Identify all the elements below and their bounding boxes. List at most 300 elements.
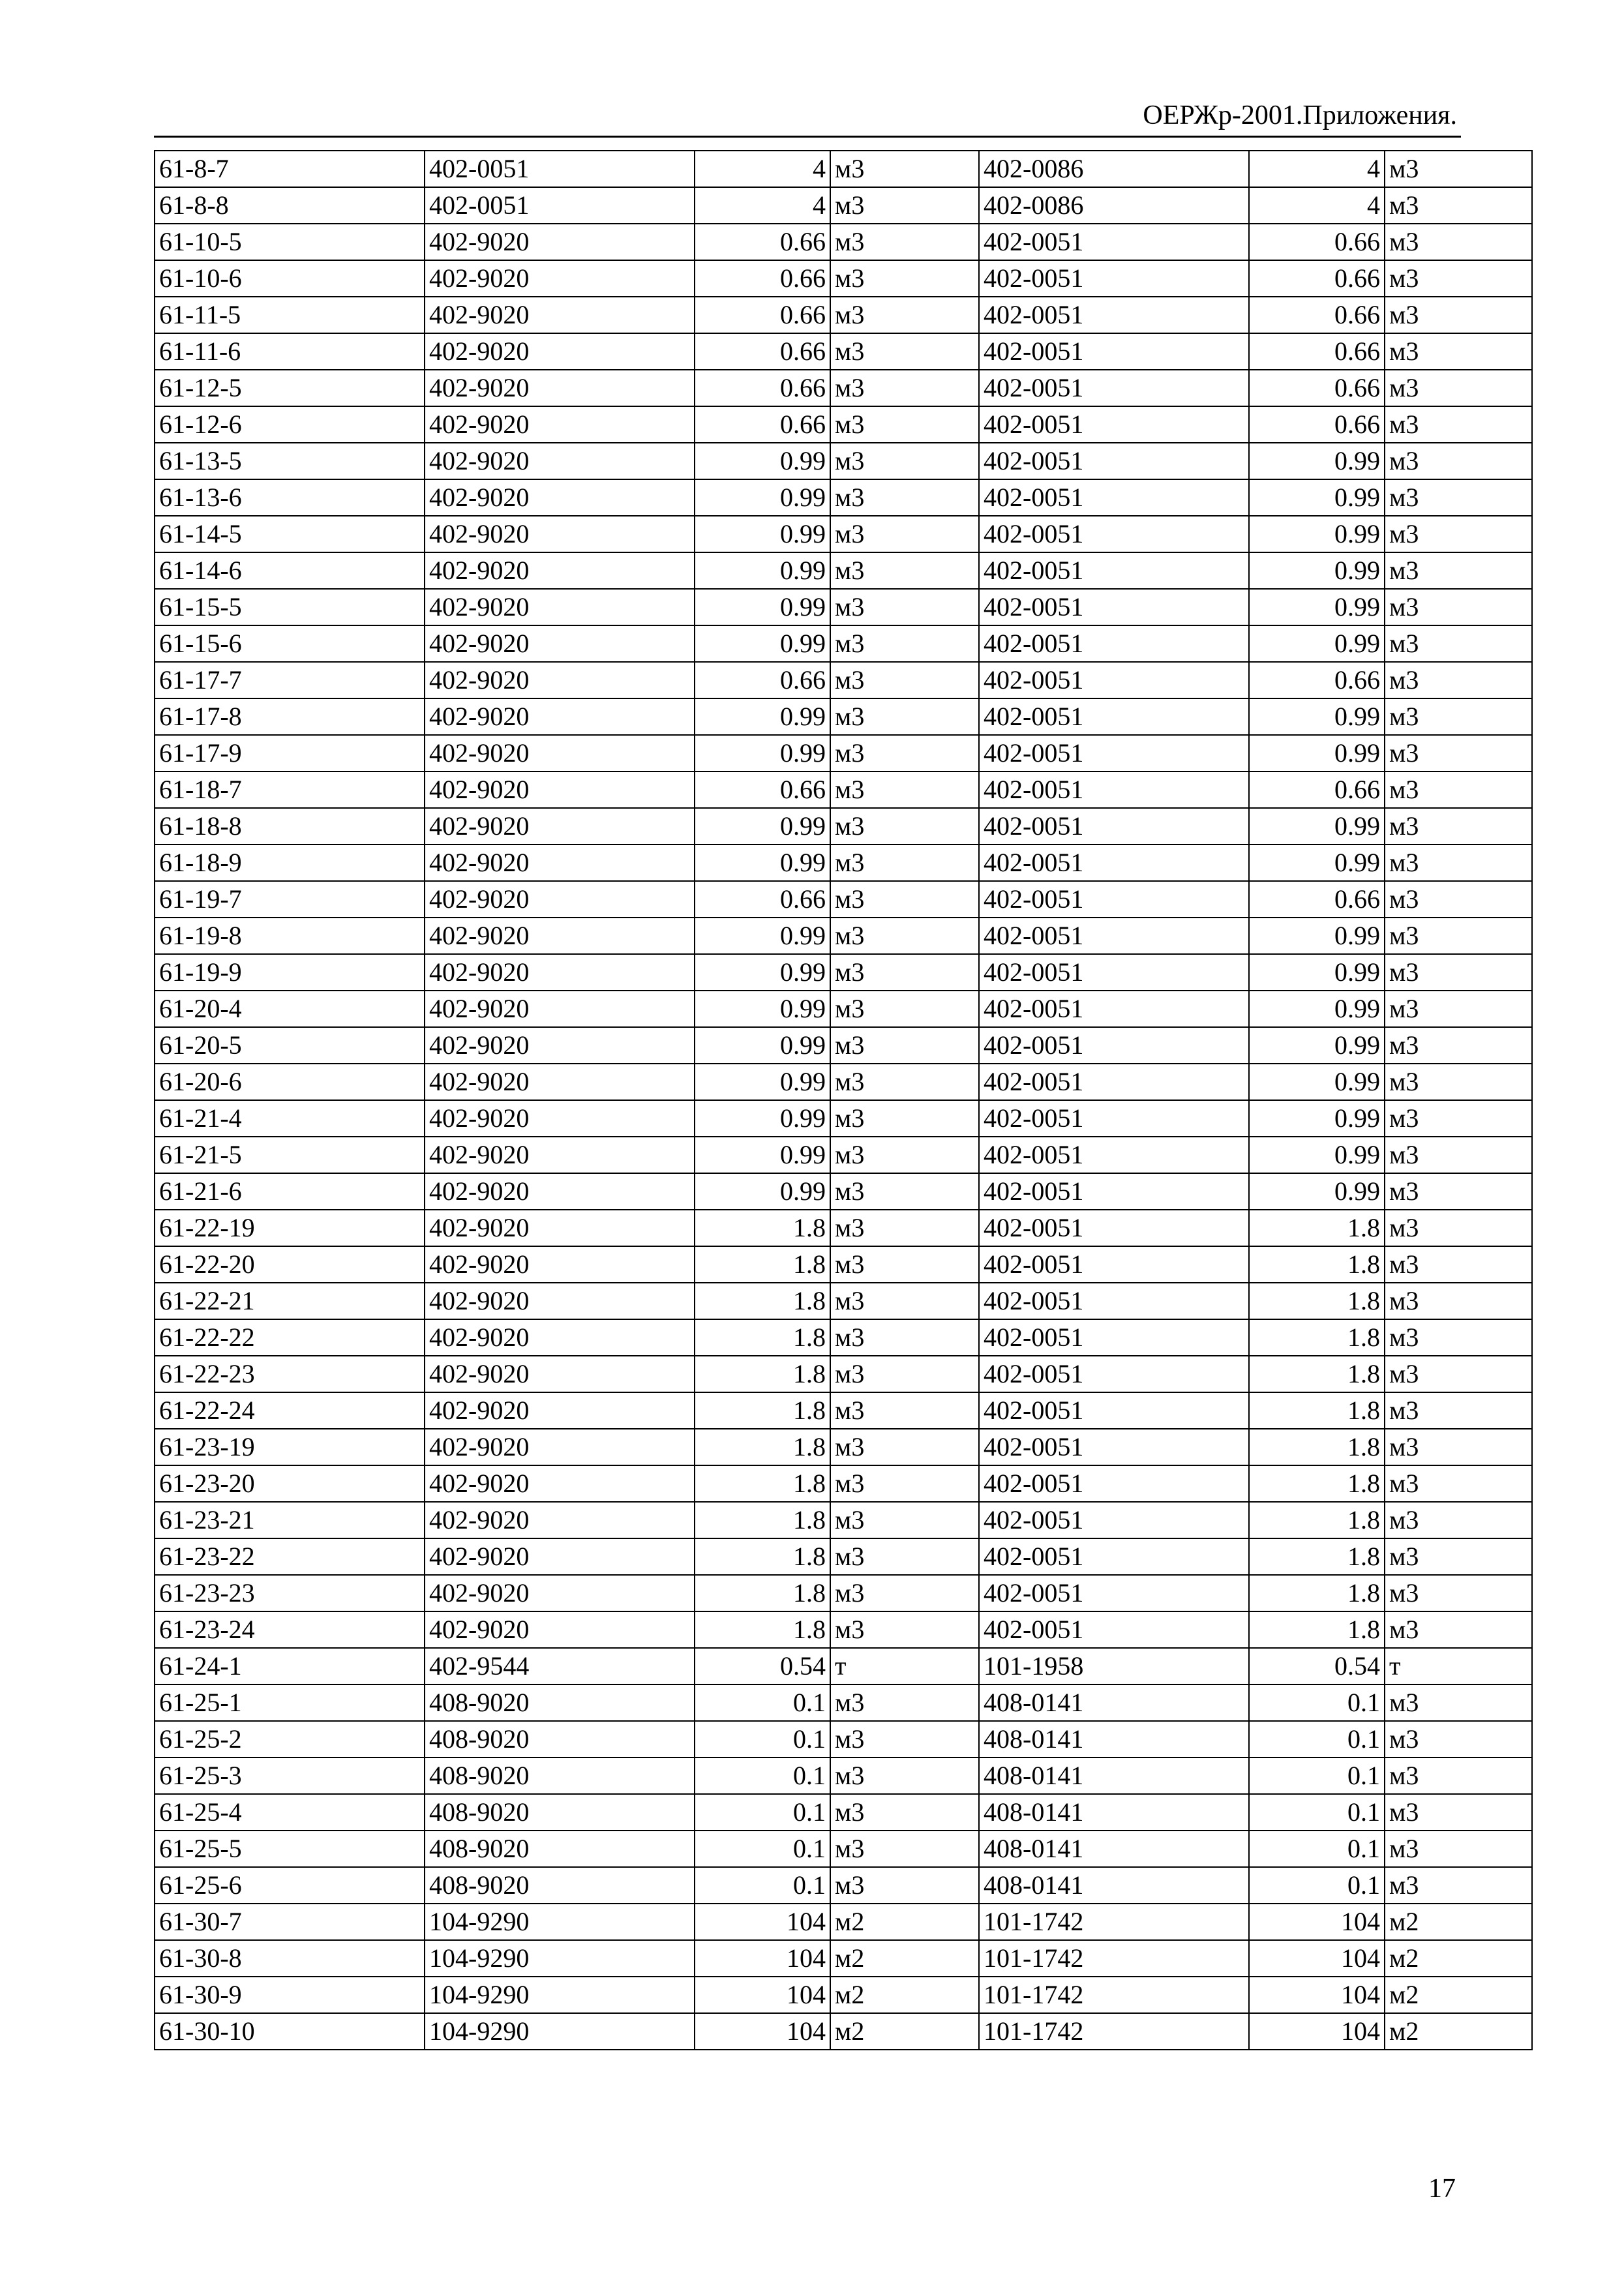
table-row [155,1027,1532,1064]
unit-cell: м3 [830,991,979,1027]
replacement-code-cell: 402-0051 [979,991,1249,1027]
norm-code-cell: 61-25-2 [155,1721,425,1758]
replacement-unit-cell: м3 [1385,224,1532,260]
table-row [155,1831,1532,1867]
replacement-quantity-cell: 0.66 [1249,224,1385,260]
resource-code-cell: 402-9020 [425,954,695,991]
table-row [155,1794,1532,1831]
quantity-cell: 0.99 [695,954,830,991]
quantity-cell: 0.99 [695,552,830,589]
unit-cell: м2 [830,2013,979,2050]
quantity-cell: 0.66 [695,406,830,443]
replacement-code-cell: 402-0051 [979,552,1249,589]
norm-code-cell: 61-8-7 [155,151,425,187]
norm-code-cell: 61-23-19 [155,1429,425,1465]
replacement-quantity-cell: 0.99 [1249,991,1385,1027]
quantity-cell: 0.99 [695,443,830,479]
replacement-unit-cell: м3 [1385,151,1532,187]
replacement-quantity-cell: 0.66 [1249,260,1385,297]
unit-cell: м3 [830,1758,979,1794]
replacement-unit-cell: м2 [1385,1977,1532,2013]
replacement-code-cell: 408-0141 [979,1721,1249,1758]
replacement-quantity-cell: 1.8 [1249,1429,1385,1465]
norm-code-cell: 61-11-6 [155,333,425,370]
resource-code-cell: 402-9020 [425,1465,695,1502]
replacement-unit-cell: м3 [1385,1392,1532,1429]
unit-cell: м3 [830,1611,979,1648]
replacement-quantity-cell: 1.8 [1249,1392,1385,1429]
replacement-quantity-cell: 0.66 [1249,881,1385,918]
replacement-unit-cell: м3 [1385,552,1532,589]
replacement-unit-cell: м3 [1385,479,1532,516]
table-row [155,297,1532,333]
table-row [155,1429,1532,1465]
replacement-unit-cell: м3 [1385,735,1532,771]
replacement-quantity-cell: 0.99 [1249,1064,1385,1100]
quantity-cell: 0.66 [695,881,830,918]
replacement-unit-cell: м3 [1385,1721,1532,1758]
table-row [155,1538,1532,1575]
replacement-unit-cell: м3 [1385,1246,1532,1283]
resource-code-cell: 402-0051 [425,187,695,224]
replacement-code-cell: 402-0051 [979,333,1249,370]
resource-code-cell: 402-9020 [425,881,695,918]
replacement-quantity-cell: 0.99 [1249,735,1385,771]
resource-code-cell: 402-9020 [425,370,695,406]
table-row [155,1684,1532,1721]
norm-code-cell: 61-10-6 [155,260,425,297]
resource-code-cell: 402-9020 [425,1283,695,1319]
replacement-quantity-cell: 0.99 [1249,516,1385,552]
quantity-cell: 0.1 [695,1721,830,1758]
table-row [155,333,1532,370]
norm-code-cell: 61-23-22 [155,1538,425,1575]
unit-cell: м3 [830,1283,979,1319]
resource-code-cell: 402-9020 [425,991,695,1027]
replacement-code-cell: 402-0051 [979,1319,1249,1356]
replacement-unit-cell: м3 [1385,333,1532,370]
unit-cell: м3 [830,1319,979,1356]
replacement-unit-cell: м3 [1385,443,1532,479]
resource-code-cell: 402-9020 [425,443,695,479]
table-row [155,1064,1532,1100]
replacement-unit-cell: м3 [1385,625,1532,662]
replacement-unit-cell: м3 [1385,589,1532,625]
resource-code-cell: 402-9020 [425,1538,695,1575]
resource-code-cell: 402-9020 [425,406,695,443]
norm-code-cell: 61-25-5 [155,1831,425,1867]
replacement-unit-cell: м3 [1385,1137,1532,1173]
replacement-unit-cell: м3 [1385,954,1532,991]
table-row [155,1575,1532,1611]
replacement-unit-cell: м3 [1385,406,1532,443]
replacement-code-cell: 402-0051 [979,370,1249,406]
unit-cell: м3 [830,1429,979,1465]
replacement-code-cell: 402-0051 [979,224,1249,260]
norm-code-cell: 61-30-8 [155,1940,425,1977]
norm-code-cell: 61-21-5 [155,1137,425,1173]
table-row [155,771,1532,808]
quantity-cell: 0.99 [695,516,830,552]
norm-code-cell: 61-17-7 [155,662,425,698]
norm-code-cell: 61-23-20 [155,1465,425,1502]
table-row [155,1758,1532,1794]
quantity-cell: 1.8 [695,1465,830,1502]
resource-code-cell: 402-9020 [425,1575,695,1611]
replacement-code-cell: 101-1742 [979,1977,1249,2013]
replacement-quantity-cell: 0.1 [1249,1794,1385,1831]
replacement-unit-cell: м3 [1385,1758,1532,1794]
quantity-cell: 0.99 [695,918,830,954]
resource-code-cell: 402-9020 [425,808,695,845]
replacement-code-cell: 402-0051 [979,1465,1249,1502]
replacement-unit-cell: м3 [1385,297,1532,333]
replacement-quantity-cell: 4 [1249,151,1385,187]
replacement-code-cell: 101-1742 [979,1904,1249,1940]
replacement-code-cell: 101-1742 [979,1940,1249,1977]
norm-code-cell: 61-15-6 [155,625,425,662]
table-row [155,516,1532,552]
norm-code-cell: 61-13-6 [155,479,425,516]
replacement-quantity-cell: 0.1 [1249,1867,1385,1904]
unit-cell: м3 [830,406,979,443]
quantity-cell: 0.99 [695,1064,830,1100]
unit-cell: м3 [830,918,979,954]
replacement-code-cell: 408-0141 [979,1831,1249,1867]
replacement-quantity-cell: 0.99 [1249,479,1385,516]
table-row [155,808,1532,845]
replacement-unit-cell: м3 [1385,1356,1532,1392]
resource-code-cell: 402-0051 [425,151,695,187]
unit-cell: м3 [830,1356,979,1392]
replacement-code-cell: 402-0051 [979,1100,1249,1137]
resource-code-cell: 408-9020 [425,1758,695,1794]
quantity-cell: 0.54 [695,1648,830,1684]
replacement-quantity-cell: 104 [1249,2013,1385,2050]
quantity-cell: 1.8 [695,1502,830,1538]
resource-code-cell: 402-9020 [425,1429,695,1465]
replacement-unit-cell: м3 [1385,1465,1532,1502]
page-number: 17 [1428,2174,1456,2204]
table-row [155,1721,1532,1758]
replacement-code-cell: 402-0051 [979,406,1249,443]
quantity-cell: 1.8 [695,1246,830,1283]
replacement-code-cell: 402-0051 [979,954,1249,991]
quantity-cell: 0.1 [695,1794,830,1831]
unit-cell: м3 [830,662,979,698]
replacement-quantity-cell: 1.8 [1249,1502,1385,1538]
quantity-cell: 104 [695,2013,830,2050]
resource-code-cell: 402-9020 [425,1356,695,1392]
unit-cell: м3 [830,297,979,333]
unit-cell: м3 [830,1502,979,1538]
unit-cell: м2 [830,1977,979,2013]
replacement-unit-cell: м3 [1385,1502,1532,1538]
replacement-quantity-cell: 0.66 [1249,406,1385,443]
replacement-unit-cell: м3 [1385,1575,1532,1611]
resource-code-cell: 402-9020 [425,1246,695,1283]
table-row [155,1173,1532,1210]
replacement-code-cell: 402-0051 [979,260,1249,297]
quantity-cell: 0.99 [695,625,830,662]
unit-cell: м3 [830,224,979,260]
unit-cell: м3 [830,479,979,516]
quantity-cell: 0.99 [695,808,830,845]
norm-code-cell: 61-14-5 [155,516,425,552]
norm-code-cell: 61-18-7 [155,771,425,808]
replacement-code-cell: 408-0141 [979,1758,1249,1794]
quantity-cell: 0.66 [695,662,830,698]
norm-code-cell: 61-25-3 [155,1758,425,1794]
norm-code-cell: 61-24-1 [155,1648,425,1684]
quantity-cell: 0.99 [695,1100,830,1137]
norm-code-cell: 61-23-23 [155,1575,425,1611]
replacement-unit-cell: м3 [1385,881,1532,918]
resource-code-cell: 402-9020 [425,552,695,589]
table-row [155,1465,1532,1502]
replacement-unit-cell: м2 [1385,2013,1532,2050]
quantity-cell: 1.8 [695,1210,830,1246]
unit-cell: м3 [830,1246,979,1283]
resource-code-cell: 402-9020 [425,224,695,260]
norm-code-cell: 61-23-24 [155,1611,425,1648]
replacement-quantity-cell: 0.66 [1249,333,1385,370]
resource-code-cell: 402-9020 [425,625,695,662]
resource-code-cell: 104-9290 [425,1940,695,1977]
quantity-cell: 104 [695,1904,830,1940]
replacement-unit-cell: м3 [1385,845,1532,881]
table-row [155,1319,1532,1356]
replacement-quantity-cell: 0.99 [1249,1100,1385,1137]
norm-code-cell: 61-25-6 [155,1867,425,1904]
resource-code-cell: 408-9020 [425,1684,695,1721]
unit-cell: м3 [830,1831,979,1867]
quantity-cell: 0.99 [695,1173,830,1210]
table-row [155,991,1532,1027]
norm-code-cell: 61-22-20 [155,1246,425,1283]
quantity-cell: 0.99 [695,991,830,1027]
table-row [155,2013,1532,2050]
unit-cell: м3 [830,1684,979,1721]
replacement-quantity-cell: 0.99 [1249,1027,1385,1064]
norm-code-cell: 61-21-4 [155,1100,425,1137]
replacement-unit-cell: т [1385,1648,1532,1684]
quantity-cell: 0.1 [695,1867,830,1904]
resource-code-cell: 408-9020 [425,1831,695,1867]
resource-code-cell: 402-9020 [425,662,695,698]
table-row [155,406,1532,443]
resource-code-cell: 402-9020 [425,1502,695,1538]
norm-code-cell: 61-22-24 [155,1392,425,1429]
replacement-unit-cell: м3 [1385,370,1532,406]
quantity-cell: 1.8 [695,1356,830,1392]
resource-code-cell: 402-9020 [425,333,695,370]
replacement-code-cell: 402-0051 [979,1611,1249,1648]
quantity-cell: 4 [695,151,830,187]
unit-cell: м3 [830,845,979,881]
replacement-quantity-cell: 0.99 [1249,1173,1385,1210]
replacement-quantity-cell: 1.8 [1249,1538,1385,1575]
table-row [155,954,1532,991]
table-row [155,1246,1532,1283]
resource-code-cell: 402-9020 [425,1137,695,1173]
table-row [155,552,1532,589]
replacement-code-cell: 402-0051 [979,918,1249,954]
table-row [155,1210,1532,1246]
unit-cell: м3 [830,1173,979,1210]
quantity-cell: 0.1 [695,1684,830,1721]
table-row [155,1283,1532,1319]
resource-code-cell: 402-9544 [425,1648,695,1684]
unit-cell: м2 [830,1940,979,1977]
replacement-quantity-cell: 1.8 [1249,1356,1385,1392]
resource-code-cell: 402-9020 [425,260,695,297]
replacement-code-cell: 402-0051 [979,808,1249,845]
replacement-unit-cell: м3 [1385,187,1532,224]
resource-replacement-table [154,150,1533,2050]
norm-code-cell: 61-20-6 [155,1064,425,1100]
unit-cell: м3 [830,333,979,370]
norm-code-cell: 61-25-1 [155,1684,425,1721]
unit-cell: м2 [830,1904,979,1940]
unit-cell: м3 [830,1575,979,1611]
table-row [155,187,1532,224]
replacement-unit-cell: м3 [1385,1794,1532,1831]
norm-code-cell: 61-22-19 [155,1210,425,1246]
replacement-code-cell: 402-0051 [979,297,1249,333]
replacement-code-cell: 402-0051 [979,698,1249,735]
norm-code-cell: 61-15-5 [155,589,425,625]
norm-code-cell: 61-13-5 [155,443,425,479]
replacement-quantity-cell: 0.99 [1249,589,1385,625]
quantity-cell: 0.99 [695,698,830,735]
unit-cell: м3 [830,151,979,187]
replacement-quantity-cell: 104 [1249,1977,1385,2013]
replacement-code-cell: 402-0051 [979,1429,1249,1465]
quantity-cell: 0.99 [695,1137,830,1173]
replacement-unit-cell: м3 [1385,662,1532,698]
quantity-cell: 0.99 [695,1027,830,1064]
norm-code-cell: 61-20-5 [155,1027,425,1064]
resource-code-cell: 402-9020 [425,479,695,516]
norm-code-cell: 61-17-8 [155,698,425,735]
replacement-code-cell: 402-0086 [979,187,1249,224]
quantity-cell: 104 [695,1977,830,2013]
quantity-cell: 1.8 [695,1611,830,1648]
unit-cell: м3 [830,1465,979,1502]
replacement-code-cell: 402-0051 [979,1575,1249,1611]
replacement-code-cell: 402-0051 [979,1173,1249,1210]
replacement-unit-cell: м2 [1385,1904,1532,1940]
norm-code-cell: 61-21-6 [155,1173,425,1210]
replacement-unit-cell: м3 [1385,1173,1532,1210]
replacement-code-cell: 402-0051 [979,662,1249,698]
replacement-code-cell: 402-0051 [979,845,1249,881]
resource-code-cell: 402-9020 [425,1064,695,1100]
table-row [155,443,1532,479]
unit-cell: м3 [830,1210,979,1246]
replacement-unit-cell: м3 [1385,1064,1532,1100]
table-row [155,479,1532,516]
resource-code-cell: 402-9020 [425,1100,695,1137]
resource-code-cell: 402-9020 [425,1392,695,1429]
norm-code-cell: 61-12-6 [155,406,425,443]
replacement-code-cell: 402-0051 [979,735,1249,771]
norm-code-cell: 61-22-23 [155,1356,425,1392]
unit-cell: м3 [830,698,979,735]
replacement-quantity-cell: 4 [1249,187,1385,224]
norm-code-cell: 61-23-21 [155,1502,425,1538]
resource-code-cell: 402-9020 [425,1319,695,1356]
norm-code-cell: 61-18-8 [155,808,425,845]
table-row [155,698,1532,735]
replacement-code-cell: 402-0051 [979,1210,1249,1246]
replacement-unit-cell: м3 [1385,771,1532,808]
norm-code-cell: 61-30-10 [155,2013,425,2050]
replacement-quantity-cell: 1.8 [1249,1575,1385,1611]
norm-code-cell: 61-22-21 [155,1283,425,1319]
replacement-code-cell: 408-0141 [979,1794,1249,1831]
table-body [155,151,1532,2050]
quantity-cell: 0.66 [695,260,830,297]
replacement-unit-cell: м3 [1385,698,1532,735]
table-row [155,625,1532,662]
replacement-unit-cell: м3 [1385,808,1532,845]
resource-code-cell: 408-9020 [425,1721,695,1758]
table-row [155,845,1532,881]
replacement-code-cell: 402-0051 [979,1502,1249,1538]
quantity-cell: 0.66 [695,224,830,260]
quantity-cell: 1.8 [695,1392,830,1429]
resource-code-cell: 402-9020 [425,1210,695,1246]
resource-code-cell: 402-9020 [425,735,695,771]
quantity-cell: 1.8 [695,1283,830,1319]
unit-cell: м3 [830,1392,979,1429]
replacement-code-cell: 402-0051 [979,1356,1249,1392]
norm-code-cell: 61-10-5 [155,224,425,260]
unit-cell: м3 [830,1137,979,1173]
quantity-cell: 0.99 [695,735,830,771]
resource-code-cell: 104-9290 [425,1904,695,1940]
replacement-quantity-cell: 0.66 [1249,771,1385,808]
replacement-unit-cell: м3 [1385,516,1532,552]
norm-code-cell: 61-19-7 [155,881,425,918]
unit-cell: м3 [830,260,979,297]
table-row [155,1648,1532,1684]
table-row [155,1100,1532,1137]
quantity-cell: 4 [695,187,830,224]
table-row [155,735,1532,771]
document-title: ОЕРЖр-2001.Приложения. [1143,100,1457,130]
replacement-code-cell: 402-0051 [979,881,1249,918]
quantity-cell: 0.1 [695,1758,830,1794]
resource-code-cell: 402-9020 [425,589,695,625]
replacement-unit-cell: м3 [1385,1831,1532,1867]
unit-cell: м3 [830,625,979,662]
replacement-quantity-cell: 1.8 [1249,1210,1385,1246]
unit-cell: м3 [830,954,979,991]
replacement-code-cell: 408-0141 [979,1684,1249,1721]
replacement-quantity-cell: 104 [1249,1940,1385,1977]
quantity-cell: 0.99 [695,589,830,625]
resource-code-cell: 402-9020 [425,1173,695,1210]
replacement-unit-cell: м3 [1385,1684,1532,1721]
unit-cell: м3 [830,1064,979,1100]
resource-code-cell: 408-9020 [425,1794,695,1831]
replacement-unit-cell: м3 [1385,1283,1532,1319]
replacement-quantity-cell: 0.99 [1249,698,1385,735]
resource-code-cell: 104-9290 [425,2013,695,2050]
